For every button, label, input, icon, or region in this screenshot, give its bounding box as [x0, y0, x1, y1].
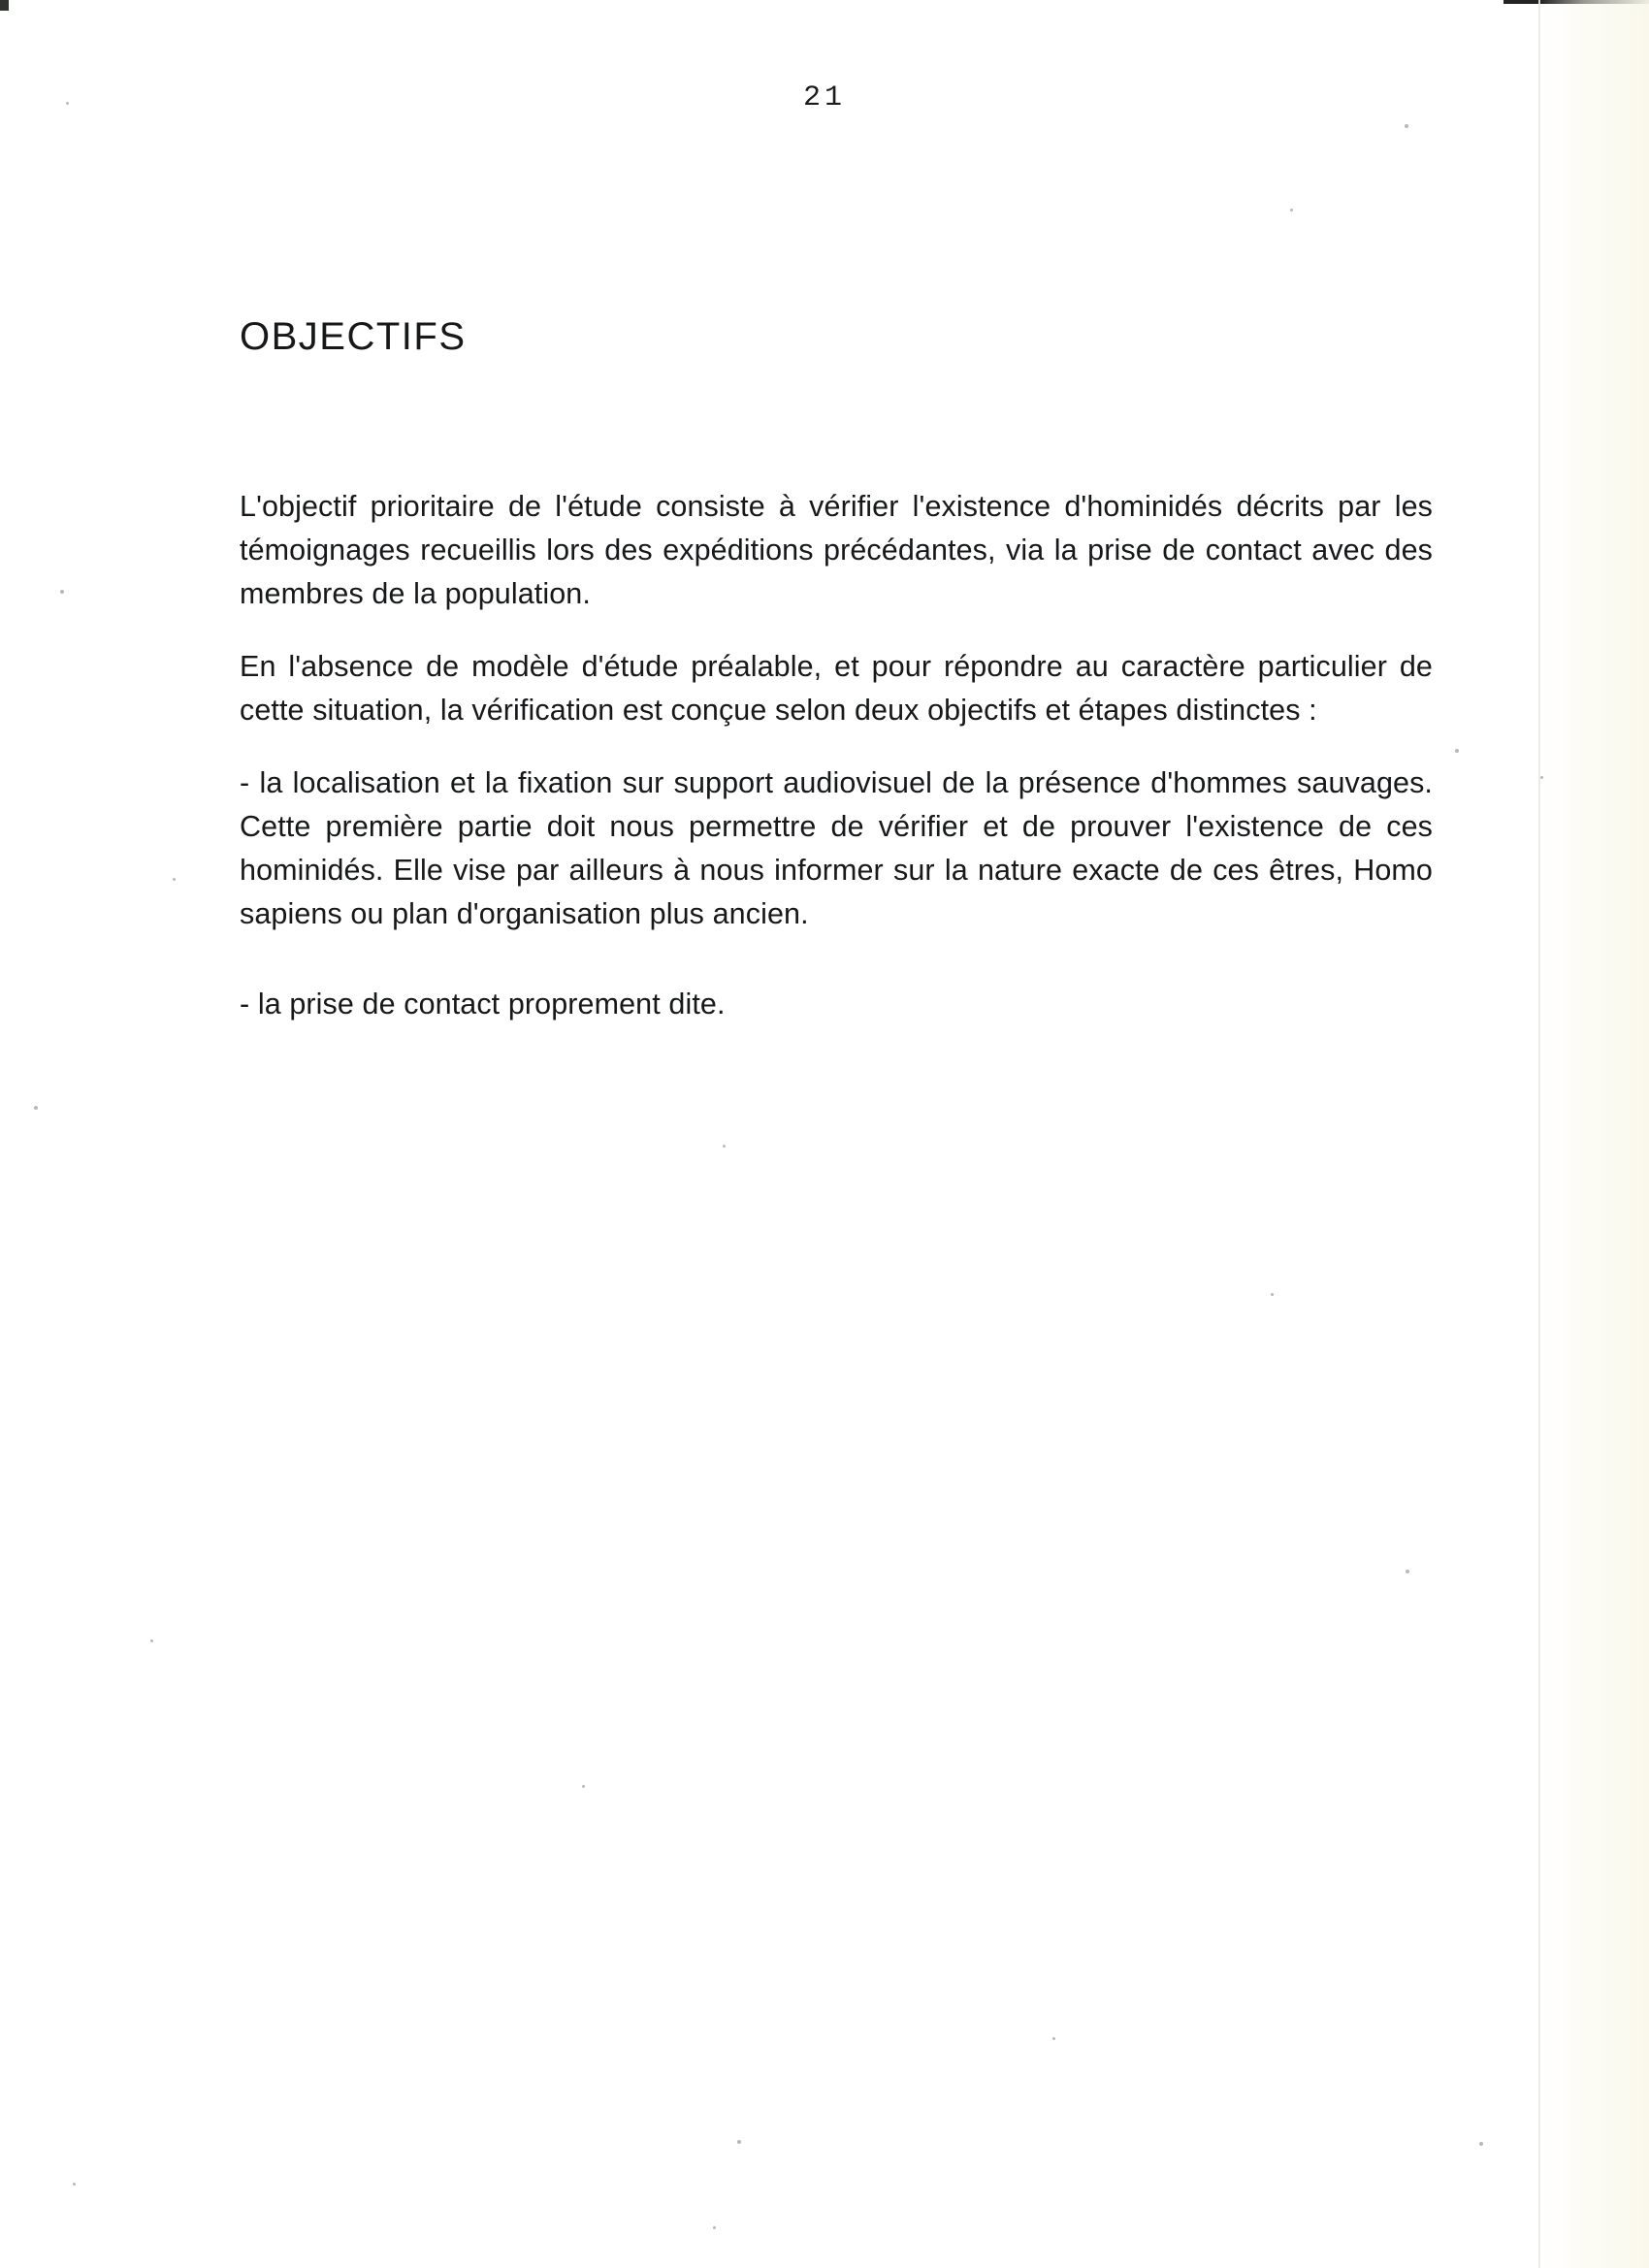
- scan-speck: [737, 2140, 741, 2144]
- scan-speck: [723, 1145, 726, 1148]
- paragraph-4: - la prise de contact proprement dite.: [240, 988, 726, 1021]
- page-number: 21: [802, 81, 846, 114]
- scan-speck: [150, 1639, 153, 1642]
- paragraph-3: - la localisation et la fixation sur support audiovisuel de la présence d'hommes sauvages. Cette première partie doit nous permettre de vérifier et de prouver l'existence de ces hominidés. Elle vise par ailleurs à nous informer sur la nature exacte de ces êtres, Homo sapiens ou plan d'organisation plus ancien.: [240, 766, 1433, 930]
- scan-speck: [713, 2226, 716, 2229]
- scan-speck: [1052, 2037, 1055, 2040]
- scan-speck: [582, 1785, 585, 1788]
- scan-top-edge-band: [1504, 0, 1649, 4]
- paragraph-1: L'objectif prioritaire de l'étude consiste à vérifier l'existence d'hominidés décrits par les témoignages recueillis lors des expéditions précédantes, via la prise de contact avec des membres de la population.: [240, 490, 1433, 610]
- scan-speck: [1540, 776, 1543, 779]
- scan-speck: [173, 878, 176, 881]
- scan-speck: [34, 1106, 38, 1110]
- scan-right-edge-tint: [1540, 0, 1649, 2268]
- scan-speck: [1271, 1293, 1274, 1296]
- scan-speck: [1479, 2142, 1483, 2146]
- scan-speck: [1455, 749, 1459, 753]
- page-title: OBJECTIFS: [240, 315, 467, 358]
- scan-speck: [1406, 1570, 1409, 1573]
- scan-speck: [60, 590, 64, 594]
- scan-speck: [1405, 124, 1408, 128]
- paragraph-2: En l'absence de modèle d'étude préalable, et pour répondre au caractère particulier de cette situation, la vérification est conçue selon deux objectifs et étapes distinctes :: [240, 650, 1433, 727]
- scan-speck: [1290, 209, 1293, 211]
- scan-right-edge-line: [1538, 0, 1540, 2268]
- body-text-block: [240, 485, 1433, 1026]
- scan-speck: [73, 2183, 76, 2186]
- scan-corner-mark: [0, 0, 9, 11]
